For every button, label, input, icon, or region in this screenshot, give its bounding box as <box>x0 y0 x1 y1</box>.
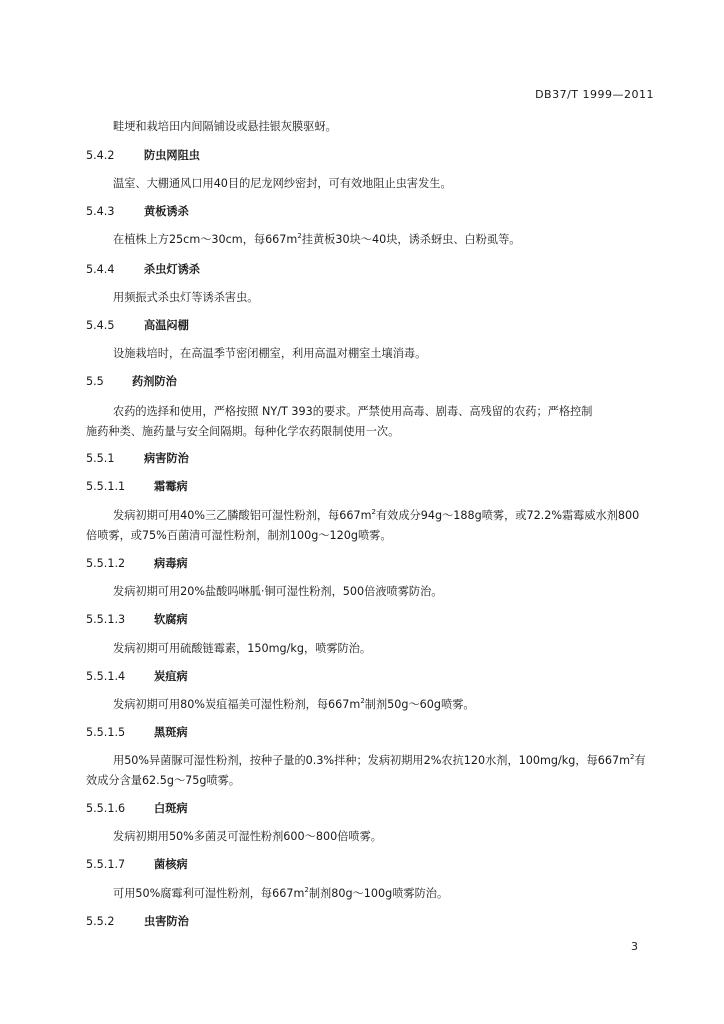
section-heading-5-5-1-7 <box>86 857 188 873</box>
section-title: 白斑病 <box>154 802 188 815</box>
page-number: 3 <box>631 940 638 953</box>
section-title: 高温闷棚 <box>144 319 189 332</box>
standard-code: DB37/T 1999—2011 <box>535 88 654 101</box>
text-run: 可用50%腐霉利可湿性粉剂，每667m <box>113 887 305 900</box>
paragraph-line <box>113 232 520 248</box>
paragraph-line: 畦埂和栽培田内间隔铺设或悬挂银灰膜驱蚜。 <box>113 120 337 133</box>
section-number: 5.5.1.6 <box>86 802 126 815</box>
paragraph-line <box>113 508 639 524</box>
section-title: 病毒病 <box>154 557 188 570</box>
section-heading-5-5-1-3 <box>86 612 188 628</box>
section-heading-5-4-2 <box>86 148 200 164</box>
section-number: 5.5.1.3 <box>86 613 126 626</box>
section-heading-5-5-1-4 <box>86 669 188 685</box>
section-title: 软腐病 <box>154 613 188 626</box>
paragraph-line: 农药的选择和使用，严格按照 NY/T 393的要求。严禁使用高毒、剧毒、高残留的农药；严格控制 <box>113 405 593 418</box>
text-run: 发病初期可用40%三乙膦酸铝可湿性粉剂，每667m <box>113 509 372 522</box>
paragraph-line <box>113 753 646 769</box>
superscript: 2 <box>629 753 635 761</box>
paragraph-line: 设施栽培时，在高温季节密闭棚室，利用高温对棚室土壤消毒。 <box>113 347 427 360</box>
section-number: 5.5.1.1 <box>86 480 126 493</box>
section-heading-5-4-4 <box>86 262 200 278</box>
section-number: 5.5.2 <box>86 915 115 928</box>
section-number: 5.5.1.2 <box>86 557 126 570</box>
section-heading-5-5-2 <box>86 914 189 930</box>
paragraph-line: 发病初期用50%多菌灵可湿性粉剂600～800倍喷雾。 <box>113 830 382 843</box>
section-title: 炭疽病 <box>154 670 188 683</box>
section-heading-5-5-1-2 <box>86 556 188 572</box>
section-heading-5-5-1-5 <box>86 725 188 741</box>
paragraph-line: 温室、大棚通风口用40目的尼龙网纱密封，可有效地阻止虫害发生。 <box>113 177 452 190</box>
text-run: 用50%异菌脲可湿性粉剂，按种子量的0.3%拌种；发病初期用2%农抗120水剂，100mg/kg，每667m <box>113 754 630 767</box>
paragraph-line <box>113 886 448 902</box>
paragraph-line: 用频振式杀虫灯等诱杀害虫。 <box>113 291 259 304</box>
section-title: 虫害防治 <box>144 915 189 928</box>
paragraph-line: 施药种类、施药量与安全间隔期。每种化学农药限制使用一次。 <box>86 425 400 438</box>
text-run: 有 <box>634 754 646 767</box>
section-heading-5-4-5 <box>86 318 189 334</box>
section-title: 黄板诱杀 <box>144 205 189 218</box>
superscript: 2 <box>297 232 302 240</box>
section-title: 药剂防治 <box>132 375 177 388</box>
section-title: 防虫网阻虫 <box>144 149 200 162</box>
text-run: 制剂50g～60g喷雾。 <box>364 698 475 711</box>
section-title: 病害防治 <box>144 452 189 465</box>
paragraph-line: 倍喷雾，或75%百菌清可湿性粉剂，制剂100g～120g喷雾。 <box>86 529 392 542</box>
paragraph-line: 发病初期可用20%盐酸吗啉胍·铜可湿性粉剂，500倍液喷雾防治。 <box>113 585 443 598</box>
paragraph-line: 发病初期可用硫酸链霉素，150mg/kg，喷雾防治。 <box>113 642 372 655</box>
text-run: 发病初期可用80%炭疽福美可湿性粉剂，每667m <box>113 698 361 711</box>
section-number: 5.4.2 <box>86 149 115 162</box>
section-title: 菌核病 <box>154 858 188 871</box>
section-number: 5.5.1 <box>86 452 115 465</box>
section-heading-5-4-3 <box>86 204 189 220</box>
section-number: 5.4.4 <box>86 263 115 276</box>
paragraph-line <box>113 697 475 713</box>
section-title: 黑斑病 <box>154 726 188 739</box>
section-heading-5-5 <box>86 374 177 390</box>
superscript: 2 <box>360 697 365 705</box>
section-number: 5.5.1.7 <box>86 858 126 871</box>
superscript: 2 <box>304 886 309 894</box>
section-heading-5-5-1 <box>86 451 189 467</box>
section-number: 5.5.1.5 <box>86 726 126 739</box>
section-number: 5.4.3 <box>86 205 115 218</box>
section-heading-5-5-1-6 <box>86 801 188 817</box>
paragraph-line: 效成分含量62.5g～75g喷雾。 <box>86 774 241 787</box>
section-number: 5.4.5 <box>86 319 115 332</box>
section-title: 霜霉病 <box>154 480 188 493</box>
superscript: 2 <box>371 508 376 516</box>
section-number: 5.5.1.4 <box>86 670 126 683</box>
text-run: 制剂80g～100g喷雾防治。 <box>308 887 449 900</box>
text-run: 挂黄板30块～40块，诱杀蚜虫、白粉虱等。 <box>301 233 521 246</box>
section-title: 杀虫灯诱杀 <box>144 263 200 276</box>
text-run: 有效成分94g～188g喷雾，或72.2%霜霉威水剂800 <box>375 509 640 522</box>
section-heading-5-5-1-1 <box>86 479 188 495</box>
text-run: 在植株上方25cm～30cm，每667m <box>113 233 298 246</box>
section-number: 5.5 <box>86 375 104 388</box>
